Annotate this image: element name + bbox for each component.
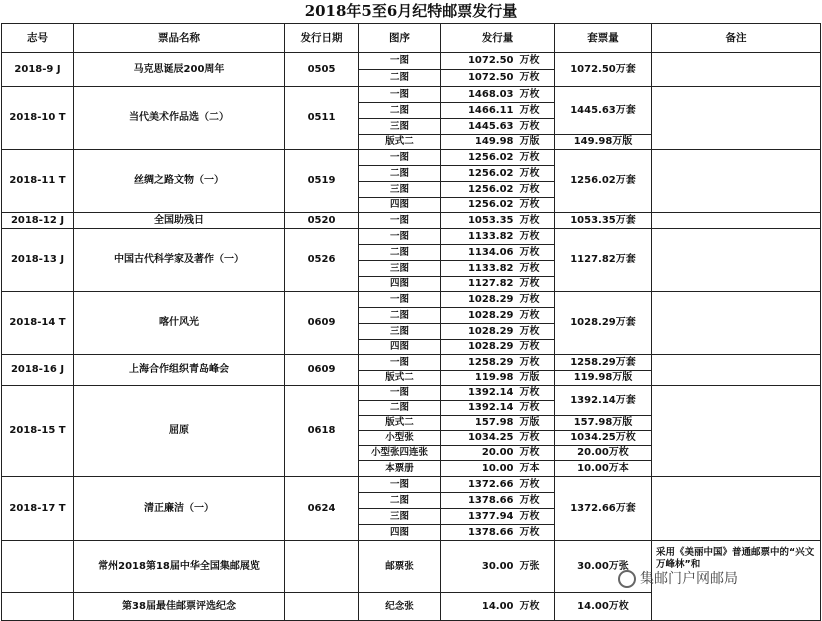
issue-date: 0618 [285, 386, 359, 477]
quantity-unit: 万枚 [516, 198, 555, 213]
header-row [2, 24, 821, 53]
stamp-name: 中国古代科学家及著作（一） [74, 229, 285, 292]
design-label: 二图 [359, 103, 441, 119]
design-label: 邮票张 [359, 541, 441, 593]
issue-number: 2018-11 T [2, 150, 74, 213]
issue-date [285, 593, 359, 621]
quantity-unit: 万枚 [516, 70, 555, 87]
issue-date: 0505 [285, 53, 359, 87]
issue-quantity: 149.98 [441, 135, 516, 150]
issue-number: 2018-9 J [2, 53, 74, 87]
stamp-name: 屈原 [74, 386, 285, 477]
design-label: 二图 [359, 493, 441, 509]
table-row [2, 355, 821, 371]
chat-bubble-icon [618, 570, 636, 588]
stamp-name: 常州2018第18届中华全国集邮展览 [74, 541, 285, 593]
design-label: 二图 [359, 70, 441, 87]
issue-quantity: 1028.29 [441, 308, 516, 324]
header-cell: 备注 [652, 24, 821, 53]
design-label: 纪念张 [359, 593, 441, 621]
issue-number: 2018-16 J [2, 355, 74, 386]
issue-quantity: 1258.29 [441, 355, 516, 371]
quantity-unit: 万枚 [516, 166, 555, 182]
issue-date: 0609 [285, 355, 359, 386]
quantity-unit: 万枚 [516, 525, 555, 541]
header-cell: 发行日期 [285, 24, 359, 53]
design-label: 一图 [359, 292, 441, 308]
design-label: 三图 [359, 509, 441, 525]
quantity-unit: 万枚 [516, 245, 555, 261]
issue-quantity: 1377.94 [441, 509, 516, 525]
design-label: 版式二 [359, 135, 441, 150]
issue-quantity: 1028.29 [441, 324, 516, 340]
stamp-name: 喀什风光 [74, 292, 285, 355]
quantity-unit: 万枚 [516, 593, 555, 621]
quantity-unit: 万枚 [516, 401, 555, 416]
quantity-unit: 万枚 [516, 493, 555, 509]
set-volume: 1258.29万套 [555, 355, 652, 371]
issue-number: 2018-10 T [2, 87, 74, 150]
design-label: 三图 [359, 119, 441, 135]
set-volume: 1034.25万枚 [555, 431, 652, 446]
issue-date: 0624 [285, 477, 359, 541]
quantity-unit: 万枚 [516, 292, 555, 308]
issue-quantity: 1133.82 [441, 261, 516, 277]
design-label: 一图 [359, 386, 441, 401]
design-label: 版式二 [359, 416, 441, 431]
issue-number [2, 541, 74, 593]
table-body [2, 53, 821, 621]
remark-cell [652, 292, 821, 355]
issue-quantity: 1256.02 [441, 182, 516, 198]
issue-date: 0520 [285, 213, 359, 229]
design-label: 一图 [359, 87, 441, 103]
issue-date: 0526 [285, 229, 359, 292]
table-row [2, 150, 821, 166]
remark-cell [652, 477, 821, 541]
set-volume: 1256.02万套 [555, 150, 652, 213]
quantity-unit: 万枚 [516, 261, 555, 277]
issue-quantity: 1256.02 [441, 166, 516, 182]
set-volume: 157.98万版 [555, 416, 652, 431]
table-row [2, 229, 821, 245]
design-label: 四图 [359, 525, 441, 541]
quantity-unit: 万张 [516, 541, 555, 593]
issue-quantity: 1392.14 [441, 401, 516, 416]
issuance-table [1, 23, 821, 621]
issue-quantity: 1378.66 [441, 493, 516, 509]
design-label: 三图 [359, 324, 441, 340]
issue-quantity: 1072.50 [441, 53, 516, 70]
issue-quantity: 1072.50 [441, 70, 516, 87]
set-volume: 119.98万版 [555, 371, 652, 386]
stamp-name: 当代美术作品选（二） [74, 87, 285, 150]
issue-quantity: 1034.25 [441, 431, 516, 446]
quantity-unit: 万枚 [516, 213, 555, 229]
set-volume: 20.00万枚 [555, 446, 652, 461]
remark-cell: 采用《美丽中国》普通邮票中的“兴文万峰林”和 [652, 541, 821, 621]
issue-date [285, 541, 359, 593]
issue-date: 0519 [285, 150, 359, 213]
design-label: 一图 [359, 229, 441, 245]
stamp-name: 第38届最佳邮票评选纪念 [74, 593, 285, 621]
issue-quantity: 1372.66 [441, 477, 516, 493]
issue-number: 2018-14 T [2, 292, 74, 355]
quantity-unit: 万枚 [516, 53, 555, 70]
remark-cell [652, 53, 821, 87]
issue-quantity: 1053.35 [441, 213, 516, 229]
quantity-unit: 万枚 [516, 340, 555, 355]
set-volume: 10.00万本 [555, 461, 652, 477]
quantity-unit: 万枚 [516, 324, 555, 340]
issue-quantity: 1133.82 [441, 229, 516, 245]
issue-number [2, 593, 74, 621]
design-label: 一图 [359, 53, 441, 70]
remark-cell [652, 355, 821, 386]
quantity-unit: 万枚 [516, 150, 555, 166]
quantity-unit: 万枚 [516, 229, 555, 245]
issue-quantity: 1256.02 [441, 150, 516, 166]
table-row [2, 292, 821, 308]
remark-cell [652, 229, 821, 292]
stamp-name: 清正廉洁（一） [74, 477, 285, 541]
table-row [2, 477, 821, 493]
design-label: 二图 [359, 166, 441, 182]
design-label: 二图 [359, 401, 441, 416]
issue-quantity: 1028.29 [441, 340, 516, 355]
quantity-unit: 万枚 [516, 103, 555, 119]
quantity-unit: 万枚 [516, 308, 555, 324]
issue-quantity: 1392.14 [441, 386, 516, 401]
quantity-unit: 万版 [516, 135, 555, 150]
issue-quantity: 20.00 [441, 446, 516, 461]
table-row [2, 213, 821, 229]
design-label: 二图 [359, 245, 441, 261]
issue-quantity: 1028.29 [441, 292, 516, 308]
remark-cell [652, 213, 821, 229]
quantity-unit: 万枚 [516, 87, 555, 103]
quantity-unit: 万枚 [516, 446, 555, 461]
issue-number: 2018-17 T [2, 477, 74, 541]
header-cell: 发行量 [441, 24, 555, 53]
set-volume: 1372.66万套 [555, 477, 652, 541]
issue-quantity: 1256.02 [441, 198, 516, 213]
issue-date: 0609 [285, 292, 359, 355]
quantity-unit: 万枚 [516, 477, 555, 493]
header-cell: 志号 [2, 24, 74, 53]
table-row [2, 53, 821, 70]
issue-date: 0511 [285, 87, 359, 150]
set-volume: 1028.29万套 [555, 292, 652, 355]
issue-quantity: 1468.03 [441, 87, 516, 103]
quantity-unit: 万枚 [516, 386, 555, 401]
stamp-name: 马克思诞辰200周年 [74, 53, 285, 87]
quantity-unit: 万版 [516, 371, 555, 386]
quantity-unit: 万枚 [516, 119, 555, 135]
quantity-unit: 万版 [516, 416, 555, 431]
remark-cell [652, 87, 821, 150]
set-volume: 1392.14万套 [555, 386, 652, 416]
issue-number: 2018-13 J [2, 229, 74, 292]
watermark [618, 568, 738, 590]
design-label: 小型张四连张 [359, 446, 441, 461]
header-cell: 套票量 [555, 24, 652, 53]
quantity-unit: 万枚 [516, 277, 555, 292]
set-volume: 1445.63万套 [555, 87, 652, 135]
issue-quantity: 157.98 [441, 416, 516, 431]
design-label: 一图 [359, 355, 441, 371]
design-label: 四图 [359, 198, 441, 213]
page-title: 2018年5至6月纪特邮票发行量 [304, 2, 518, 20]
set-volume: 1127.82万套 [555, 229, 652, 292]
design-label: 一图 [359, 213, 441, 229]
issue-quantity: 1127.82 [441, 277, 516, 292]
design-label: 小型张 [359, 431, 441, 446]
issue-number: 2018-12 J [2, 213, 74, 229]
issue-quantity: 1134.06 [441, 245, 516, 261]
design-label: 本票册 [359, 461, 441, 477]
table-row [2, 87, 821, 103]
design-label: 三图 [359, 261, 441, 277]
issue-number: 2018-15 T [2, 386, 74, 477]
quantity-unit: 万枚 [516, 509, 555, 525]
issue-quantity: 1378.66 [441, 525, 516, 541]
set-volume: 1053.35万套 [555, 213, 652, 229]
watermark-text: 集邮门户网邮局 [640, 571, 738, 587]
design-label: 版式二 [359, 371, 441, 386]
issue-quantity: 10.00 [441, 461, 516, 477]
set-volume: 1072.50万套 [555, 53, 652, 87]
stamp-name: 全国助残日 [74, 213, 285, 229]
issue-quantity: 1445.63 [441, 119, 516, 135]
design-label: 一图 [359, 477, 441, 493]
design-label: 四图 [359, 277, 441, 292]
remark-cell [652, 150, 821, 213]
issue-quantity: 119.98 [441, 371, 516, 386]
table-row [2, 386, 821, 401]
header-cell: 图序 [359, 24, 441, 53]
issue-quantity: 30.00 [441, 541, 516, 593]
quantity-unit: 万枚 [516, 182, 555, 198]
stamp-name: 上海合作组织青岛峰会 [74, 355, 285, 386]
set-volume: 149.98万版 [555, 135, 652, 150]
design-label: 四图 [359, 340, 441, 355]
stamp-name: 丝绸之路文物（一） [74, 150, 285, 213]
design-label: 三图 [359, 182, 441, 198]
set-volume: 30.00万张 [555, 541, 652, 593]
design-label: 一图 [359, 150, 441, 166]
quantity-unit: 万枚 [516, 431, 555, 446]
issue-quantity: 14.00 [441, 593, 516, 621]
header-cell: 票品名称 [74, 24, 285, 53]
quantity-unit: 万本 [516, 461, 555, 477]
quantity-unit: 万枚 [516, 355, 555, 371]
issue-quantity: 1466.11 [441, 103, 516, 119]
remark-cell [652, 386, 821, 477]
design-label: 二图 [359, 308, 441, 324]
set-volume: 14.00万枚 [555, 593, 652, 621]
